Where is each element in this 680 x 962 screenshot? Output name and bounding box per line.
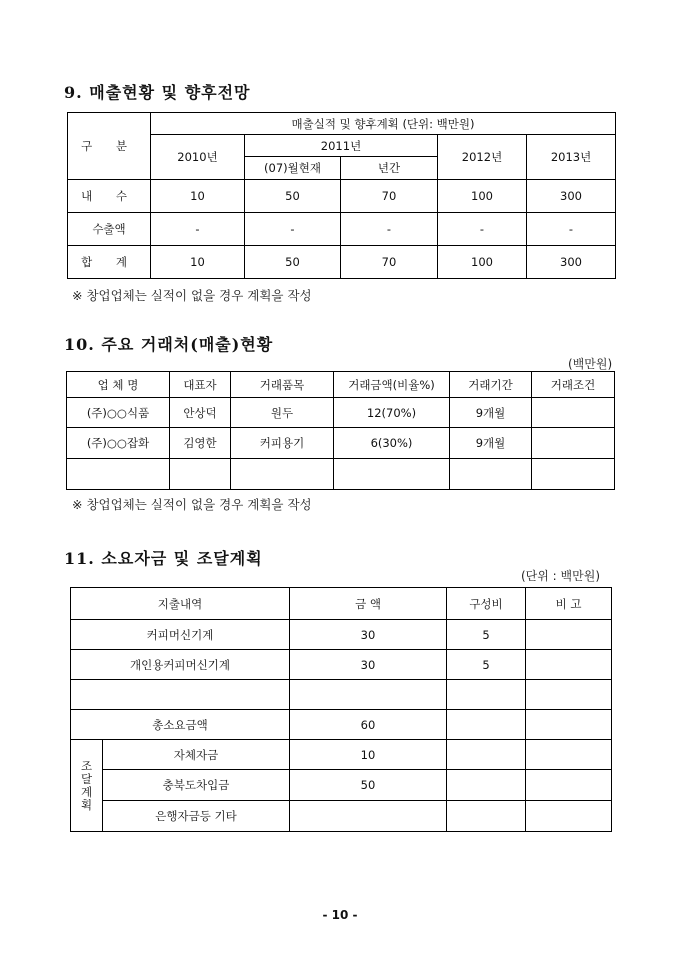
col-period: 거래기간 [450, 372, 532, 398]
col-2011: 2011년 [245, 135, 438, 157]
table-cell: 10 [151, 246, 245, 279]
table-cell: 50 [245, 180, 341, 213]
col-company: 업 체 명 [67, 372, 170, 398]
funding-amount [290, 801, 447, 832]
total-label: 총소요금액 [71, 710, 290, 740]
funding-plan-label: 조 달 계 획 [71, 740, 103, 832]
table-cell [447, 710, 526, 740]
col-terms: 거래조건 [532, 372, 615, 398]
table-cell: 10 [151, 180, 245, 213]
col-remark: 비 고 [526, 588, 612, 620]
sales-table [67, 112, 616, 279]
col-2011-current: (07)월현재 [245, 157, 341, 180]
table-cell: - [341, 213, 438, 246]
table-cell [71, 680, 290, 710]
table-cell: 300 [527, 246, 616, 279]
table-cell: 커피머신기계 [71, 620, 290, 650]
table-row [68, 246, 616, 279]
section11-unit: (단위 : 백만원) [521, 569, 600, 583]
table-cell: 김영한 [170, 428, 231, 459]
funding-amount: 10 [290, 740, 447, 770]
table-cell: 9개월 [450, 428, 532, 459]
table-cell [67, 459, 170, 490]
table-cell [334, 459, 450, 490]
section9-note: ※ 창업업체는 실적이 없을 경우 계획을 작성 [72, 288, 312, 303]
table-cell: (주)○○식품 [67, 398, 170, 428]
table-cell: 300 [527, 180, 616, 213]
table-cell [526, 740, 612, 770]
table-cell: - [438, 213, 527, 246]
row-label: 합 계 [68, 246, 151, 279]
row-label: 수출액 [68, 213, 151, 246]
table-row [71, 680, 612, 710]
funding-row [71, 801, 612, 832]
table-cell [231, 459, 334, 490]
table-cell: 70 [341, 180, 438, 213]
table-cell [447, 801, 526, 832]
col-2010: 2010년 [151, 135, 245, 180]
section10-note: ※ 창업업체는 실적이 없을 경우 계획을 작성 [72, 497, 312, 512]
table-cell: 5 [447, 650, 526, 680]
total-amount: 60 [290, 710, 447, 740]
table-cell [526, 650, 612, 680]
table-cell: 5 [447, 620, 526, 650]
col-amount: 금 액 [290, 588, 447, 620]
table-cell: - [245, 213, 341, 246]
funding-source: 자체자금 [103, 740, 290, 770]
table-cell: 원두 [231, 398, 334, 428]
table-cell [450, 459, 532, 490]
table-cell: 50 [245, 246, 341, 279]
funding-amount: 50 [290, 770, 447, 801]
col-item: 거래품목 [231, 372, 334, 398]
table-cell [526, 770, 612, 801]
col-ratio: 구성비 [447, 588, 526, 620]
table-cell [526, 680, 612, 710]
table-cell [447, 680, 526, 710]
table-cell: 70 [341, 246, 438, 279]
row-header-label: 구 분 [68, 113, 151, 180]
table-cell: 30 [290, 620, 447, 650]
col-2011-annual: 년간 [341, 157, 438, 180]
section11-title: 11. 소요자금 및 조달계획 [64, 549, 263, 568]
col-2013: 2013년 [527, 135, 616, 180]
table-cell [532, 428, 615, 459]
table-cell [447, 770, 526, 801]
section10-unit: (백만원) [568, 357, 613, 371]
table-cell: 12(70%) [334, 398, 450, 428]
col-amount: 거래금액(비율%) [334, 372, 450, 398]
table-cell: - [527, 213, 616, 246]
table-cell [526, 620, 612, 650]
table-row [68, 180, 616, 213]
table-cell: (주)○○잡화 [67, 428, 170, 459]
table-cell: 커피용기 [231, 428, 334, 459]
section10-title: 10. 주요 거래처(매출)현황 [64, 335, 274, 354]
col-representative: 대표자 [170, 372, 231, 398]
col-expense: 지출내역 [71, 588, 290, 620]
section9-title: 9. 매출현황 및 향후전망 [64, 83, 251, 102]
table-cell: 안상덕 [170, 398, 231, 428]
funding-row [71, 770, 612, 801]
table-cell [290, 680, 447, 710]
table-cell: 6(30%) [334, 428, 450, 459]
funding-table [70, 587, 612, 832]
table-cell [526, 710, 612, 740]
table-row [71, 620, 612, 650]
row-label: 내 수 [68, 180, 151, 213]
funding-source: 은행자금등 기타 [103, 801, 290, 832]
page-number: - 10 - [322, 908, 358, 922]
total-row [71, 710, 612, 740]
table-cell [526, 801, 612, 832]
table-row [67, 428, 615, 459]
table-row [71, 650, 612, 680]
clients-table [66, 371, 615, 490]
funding-source: 충북도차입금 [103, 770, 290, 801]
sales-header-group: 매출실적 및 향후계획 (단위: 백만원) [151, 113, 616, 135]
table-cell [447, 740, 526, 770]
table-row [67, 459, 615, 490]
table-cell: 100 [438, 246, 527, 279]
table-row [68, 213, 616, 246]
table-cell: 100 [438, 180, 527, 213]
table-cell: 30 [290, 650, 447, 680]
table-cell: - [151, 213, 245, 246]
table-cell [532, 398, 615, 428]
table-cell [532, 459, 615, 490]
table-cell: 9개월 [450, 398, 532, 428]
table-row [67, 398, 615, 428]
col-2012: 2012년 [438, 135, 527, 180]
funding-row [71, 740, 612, 770]
table-cell: 개인용커피머신기계 [71, 650, 290, 680]
table-cell [170, 459, 231, 490]
